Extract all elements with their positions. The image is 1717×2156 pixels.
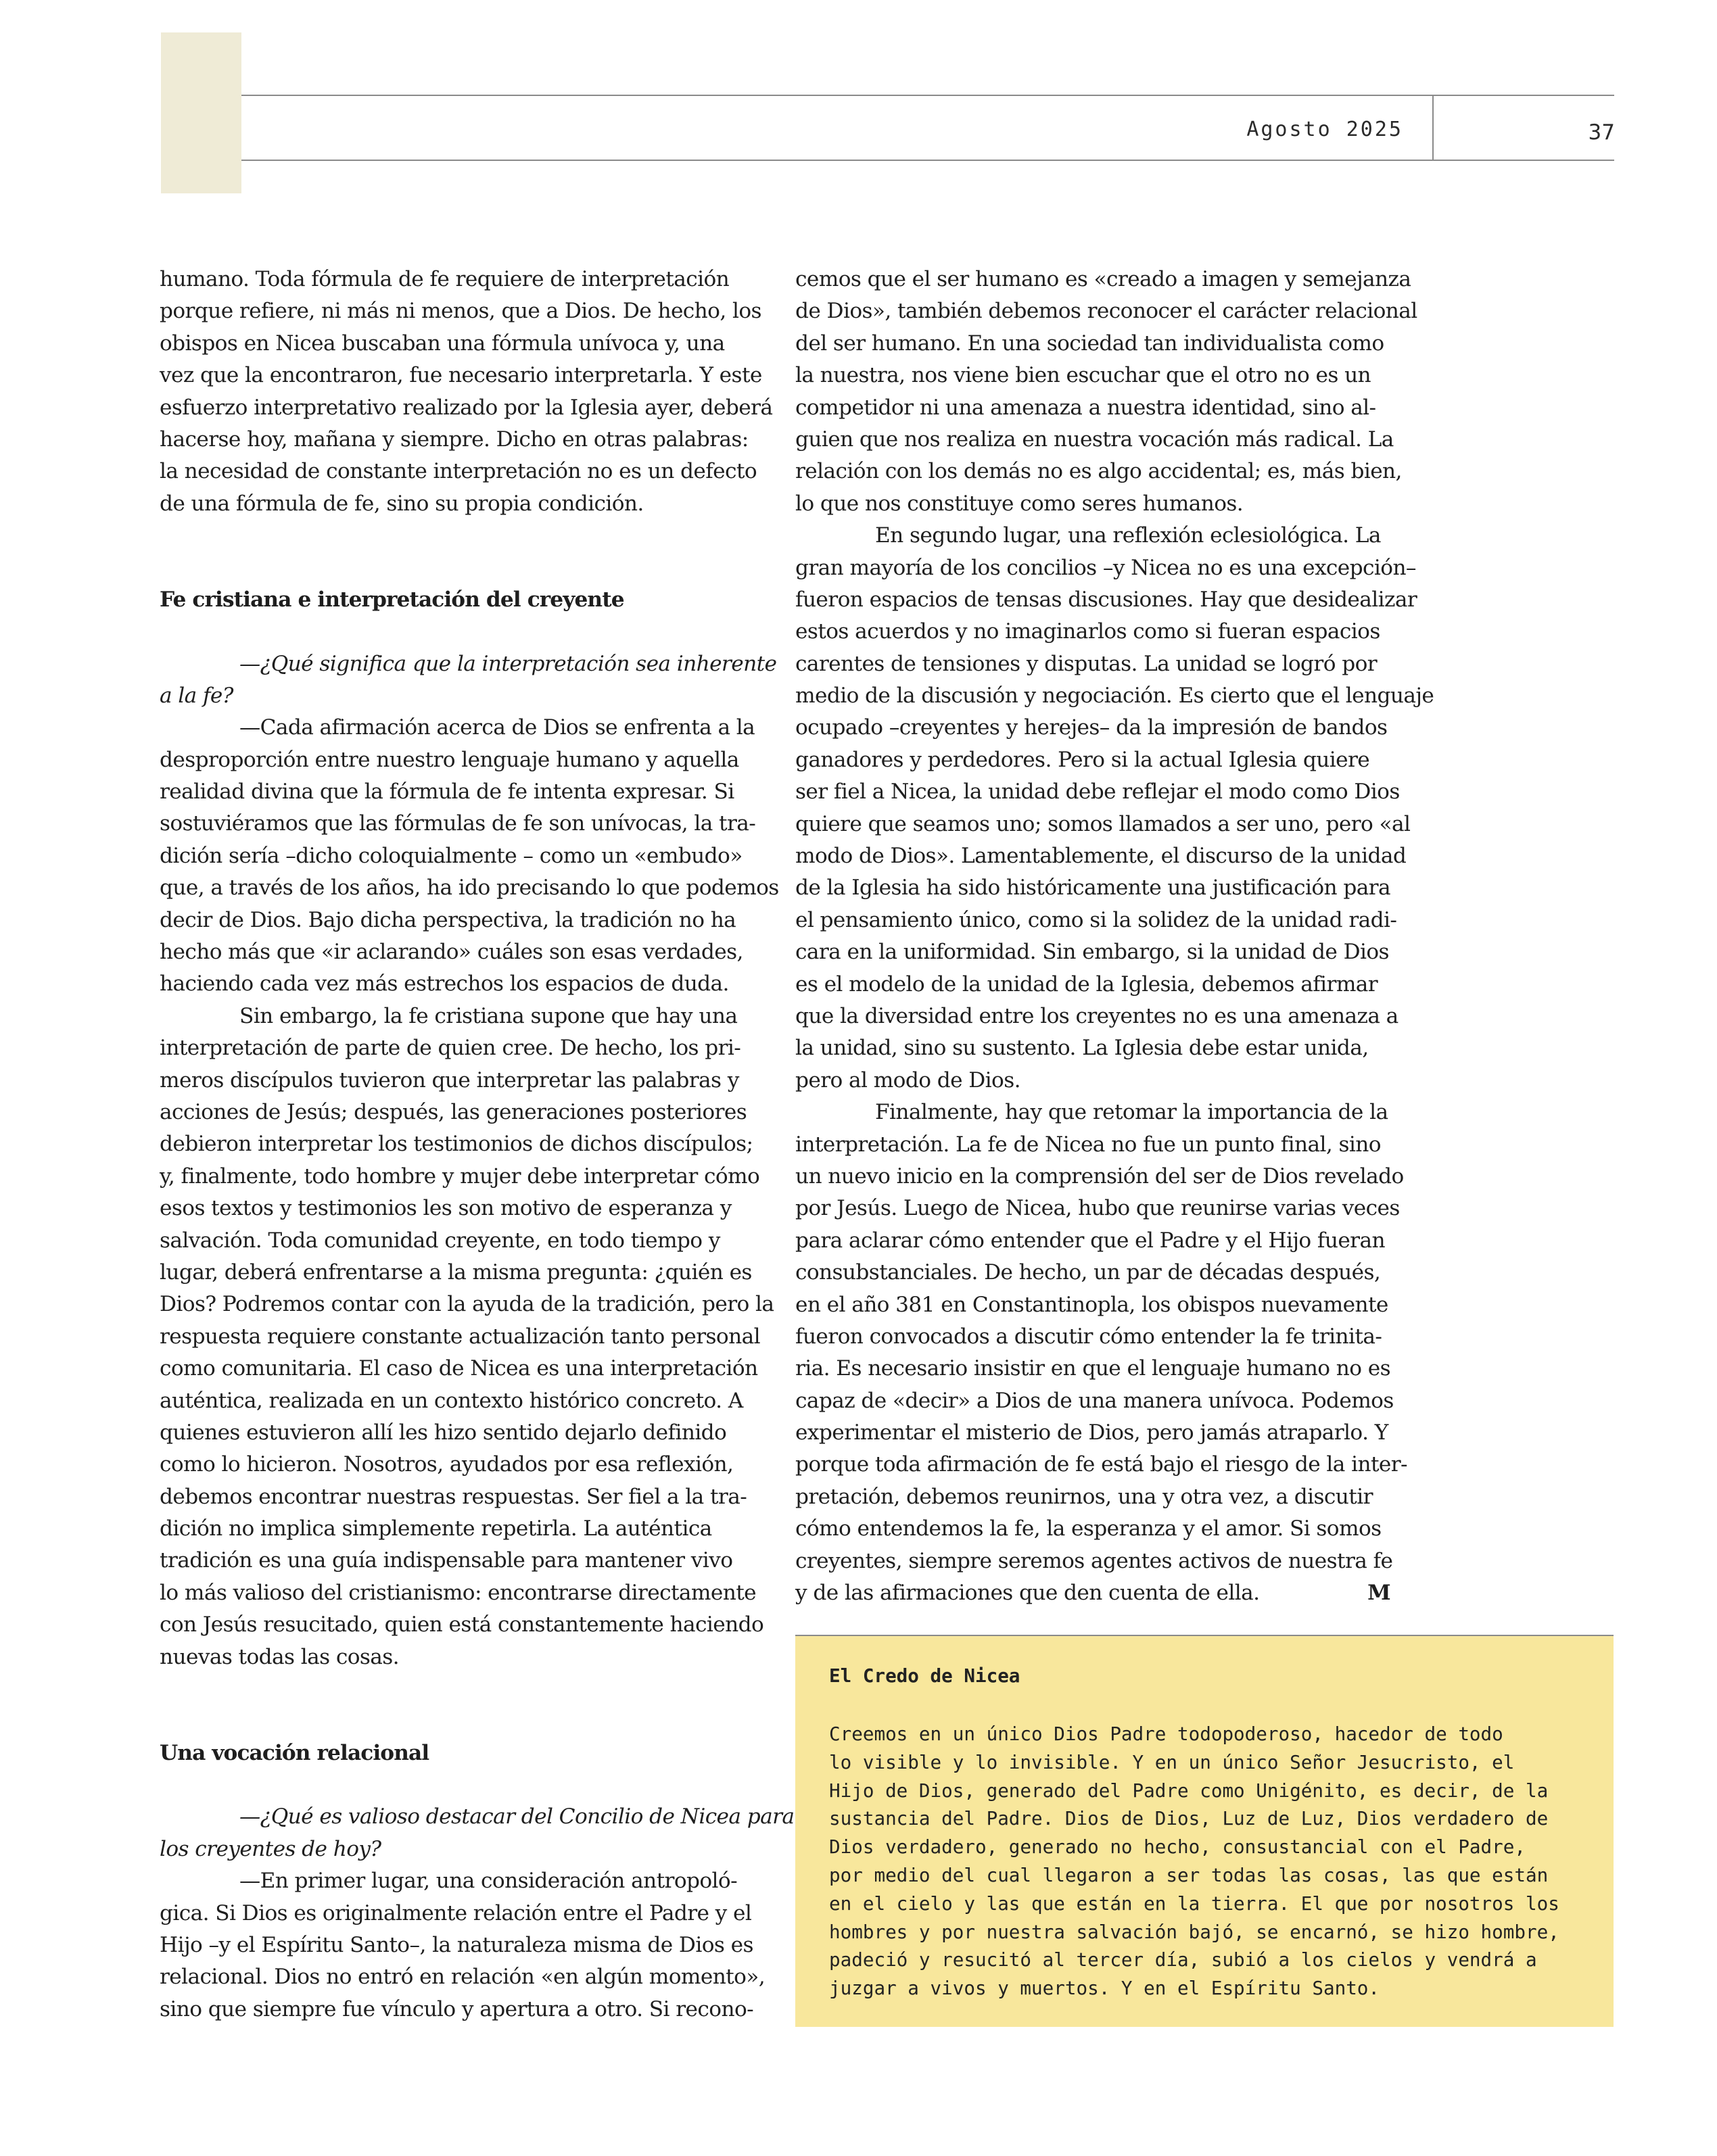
intro-paragraph [160, 264, 773, 520]
text-line: gica. Si Dios es originalmente relación entre el Padre y el [160, 1900, 752, 1925]
text-line: fueron convocados a discutir cómo entender la fe trinita- [795, 1324, 1382, 1349]
text-line: ria. Es necesario insistir en que el lenguaje humano no es [795, 1356, 1390, 1381]
text-line: para aclarar cómo entender que el Padre y el Hijo fueran [795, 1228, 1385, 1253]
text-line: —¿Qué significa que la interpretación sea inherente [239, 651, 777, 676]
text-line: pretación, debemos reunirnos, una y otra vez, a discutir [795, 1484, 1373, 1509]
text-line: en el año 381 en Constantinopla, los obispos nuevamente [795, 1292, 1388, 1317]
header-divider [1432, 95, 1434, 160]
text-line: —¿Qué es valioso destacar del Concilio de Nicea para [239, 1804, 795, 1829]
article-end-mark: M [1367, 1581, 1390, 1606]
text-line: interpretación de parte de quien cree. De hecho, los pri- [160, 1036, 741, 1061]
text-line: gran mayoría de los concilios –y Nicea no es una excepción– [795, 555, 1416, 580]
text-line: de una fórmula de fe, sino su propia condición. [160, 491, 644, 516]
text-line: acciones de Jesús; después, las generaciones posteriores [160, 1099, 747, 1124]
text-line: debemos encontrar nuestras respuestas. Ser fiel a la tra- [160, 1484, 747, 1509]
text-line: Dios? Podremos contar con la ayuda de la tradición, pero la [160, 1292, 774, 1317]
text-line: desproporción entre nuestro lenguaje humano y aquella [160, 747, 739, 772]
text-line: Finalmente, hay que retomar la importancia de la [875, 1100, 1388, 1125]
text-line: por Jesús. Luego de Nicea, hubo que reunirse varias veces [795, 1196, 1400, 1221]
text-line: vez que la encontraron, fue necesario interpretarla. Y este [160, 363, 762, 388]
text-line: como comunitaria. El caso de Nicea es una interpretación [160, 1356, 758, 1381]
text-line: —En primer lugar, una consideración antropoló- [239, 1869, 738, 1894]
text-line: relacional. Dios no entró en relación «en algún momento», [160, 1965, 766, 1990]
body-paragraph-tradition [160, 1001, 774, 1673]
text-line: Sin embargo, la fe cristiana supone que hay una [239, 1003, 738, 1028]
text-line: pero al modo de Dios. [795, 1068, 1020, 1093]
text-line: Dios verdadero, generado no hecho, consustancial con el Padre, [829, 1836, 1526, 1859]
body-paragraph-interpretation [795, 1097, 1407, 1609]
text-line: nuevas todas las cosas. [160, 1644, 399, 1669]
page-number: 37 [1588, 120, 1615, 145]
text-line: realidad divina que la fórmula de fe intenta expresar. Si [160, 780, 734, 805]
text-line: tradición es una guía indispensable para mantener vivo [160, 1548, 733, 1573]
text-line: y, finalmente, todo hombre y mujer debe interpretar cómo [160, 1164, 760, 1189]
text-line: del ser humano. En una sociedad tan individualista como [795, 331, 1384, 356]
text-line: lo más valioso del cristianismo: encontrarse directamente [160, 1580, 756, 1605]
text-line: creyentes, siempre seremos agentes activos de nuestra fe [795, 1548, 1393, 1573]
text-line: con Jesús resucitado, quien está constantemente haciendo [160, 1612, 764, 1637]
text-line: debieron interpretar los testimonios de dichos discípulos; [160, 1132, 753, 1157]
text-line: modo de Dios». Lamentablemente, el discurso de la unidad [795, 844, 1407, 869]
text-line: Hijo –y el Espíritu Santo–, la naturaleza misma de Dios es [160, 1932, 753, 1957]
text-line: de la Iglesia ha sido históricamente una justificación para [795, 876, 1390, 901]
text-line: lugar, deberá enfrentarse a la misma pregunta: ¿quién es [160, 1260, 752, 1285]
text-line: porque refiere, ni más ni menos, que a Dios. De hecho, los [160, 299, 761, 324]
text-line: medio de la discusión y negociación. Es cierto que el lenguaje [795, 684, 1434, 709]
text-line: cómo entendemos la fe, la esperanza y el amor. Si somos [795, 1516, 1382, 1541]
body-paragraph-ecclesiological [795, 520, 1434, 1097]
body-paragraph-anthropological [795, 264, 1417, 520]
text-line: salvación. Toda comunidad creyente, en todo tiempo y [160, 1228, 720, 1253]
text-line: Hijo de Dios, generado del Padre como Unigénito, es decir, de la [829, 1779, 1549, 1802]
section-heading-interpretation: Fe cristiana e interpretación del creyente [160, 588, 624, 613]
creed-text [829, 1720, 1586, 2003]
text-line: competidor ni una amenaza a nuestra identidad, sino al- [795, 395, 1376, 420]
text-line: cara en la uniformidad. Sin embargo, si la unidad de Dios [795, 940, 1389, 965]
text-line: quienes estuvieron allí les hizo sentido dejarlo definido [160, 1420, 727, 1445]
text-line: estos acuerdos y no imaginarlos como si fueran espacios [795, 619, 1380, 644]
text-line: juzgar a vivos y muertos. Y en el Espíritu Santo. [829, 1977, 1380, 2000]
text-line: que la diversidad entre los creyentes no es una amenaza a [795, 1003, 1398, 1028]
text-line: es el modelo de la unidad de la Iglesia, debemos afirmar [795, 972, 1378, 997]
text-line: capaz de «decir» a Dios de una manera unívoca. Podemos [795, 1388, 1394, 1413]
text-line: hecho más que «ir aclarando» cuáles son esas verdades, [160, 940, 743, 965]
text-line: ocupado –creyentes y herejes– da la impresión de bandos [795, 715, 1388, 740]
text-line: a la fe? [160, 683, 233, 708]
text-line: por medio del cual llegaron a ser todas las cosas, las que están [829, 1863, 1549, 1886]
interview-question-1 [160, 648, 777, 713]
text-line: como lo hicieron. Nosotros, ayudados por esa reflexión, [160, 1452, 734, 1477]
text-line: dición sería –dicho coloquialmente – como un «embudo» [160, 843, 743, 868]
text-line: cemos que el ser humano es «creado a imagen y semejanza [795, 267, 1411, 291]
text-line: haciendo cada vez más estrechos los espacios de duda. [160, 972, 729, 997]
text-line: los creyentes de hoy? [160, 1836, 381, 1861]
text-line: carentes de tensiones y disputas. La unidad se logró por [795, 651, 1378, 676]
interview-question-2 [160, 1801, 795, 1865]
right-column [795, 264, 1434, 1609]
text-line: padeció y resucitó al tercer día, subió a los cielos y vendrá a [829, 1948, 1537, 1971]
interview-answer-1 [160, 712, 779, 1001]
text-line: interpretación. La fe de Nicea no fue un punto final, sino [795, 1132, 1381, 1157]
text-line: esos textos y testimonios les son motivo de esperanza y [160, 1196, 732, 1221]
interview-answer-2 [160, 1865, 768, 2026]
text-line: el pensamiento único, como si la solidez de la unidad radi- [795, 907, 1397, 932]
header-top-rule [241, 95, 1614, 96]
header-bottom-rule [241, 160, 1614, 161]
text-line: lo que nos constituye como seres humanos. [795, 491, 1244, 516]
text-line: sostuviéramos que las fórmulas de fe son unívocas, la tra- [160, 811, 756, 836]
text-line: En segundo lugar, una reflexión eclesiológica. La [875, 523, 1381, 548]
text-line: experimentar el misterio de Dios, pero jamás atraparlo. Y [795, 1420, 1388, 1445]
text-line: y de las afirmaciones que den cuenta de ella. M [795, 1577, 1404, 1609]
text-line: porque toda afirmación de fe está bajo el riesgo de la inter- [795, 1452, 1407, 1477]
text-line: dición no implica simplemente repetirla. La auténtica [160, 1516, 712, 1541]
text-line: lo visible y lo invisible. Y en un único Señor Jesucristo, el [829, 1750, 1515, 1773]
text-line: meros discípulos tuvieron que interpretar las palabras y [160, 1068, 739, 1093]
text-line: Creemos en un único Dios Padre todopoderoso, hacedor de todo [829, 1723, 1503, 1745]
creed-title: El Credo de Nicea [829, 1664, 1020, 1687]
text-line: relación con los demás no es algo accidental; es, más bien, [795, 459, 1402, 484]
text-line: auténtica, realizada en un contexto histórico concreto. A [160, 1388, 743, 1413]
text-line: en el cielo y las que están en la tierra. El que por nosotros los [829, 1892, 1559, 1915]
section-heading-vocation: Una vocación relacional [160, 1741, 429, 1766]
text-line: sustancia del Padre. Dios de Dios, Luz de Luz, Dios verdadero de [829, 1807, 1549, 1830]
text-line: quiere que seamos uno; somos llamados a ser uno, pero «al [795, 811, 1411, 836]
text-line: humano. Toda fórmula de fe requiere de interpretación [160, 267, 730, 291]
text-line: ser fiel a Nicea, la unidad debe reflejar el modo como Dios [795, 780, 1400, 805]
text-line: obispos en Nicea buscaban una fórmula unívoca y, una [160, 331, 725, 356]
creed-sidebar-box [795, 1635, 1614, 2027]
text-line: consubstanciales. De hecho, un par de décadas después, [795, 1260, 1381, 1285]
text-line: la necesidad de constante interpretación no es un defecto [160, 459, 757, 484]
text-line: decir de Dios. Bajo dicha perspectiva, la tradición no ha [160, 907, 736, 932]
text-line: hombres y por nuestra salvación bajó, se encarnó, se hizo hombre, [829, 1920, 1559, 1943]
text-line: hacerse hoy, mañana y siempre. Dicho en otras palabras: [160, 427, 749, 452]
text-line: esfuerzo interpretativo realizado por la Iglesia ayer, deberá [160, 395, 773, 420]
page-tab-block [161, 32, 241, 193]
text-line: la nuestra, nos viene bien escuchar que el otro no es un [795, 363, 1371, 388]
text-line: ganadores y perdedores. Pero si la actual Iglesia quiere [795, 747, 1370, 772]
text-line: respuesta requiere constante actualización tanto personal [160, 1324, 760, 1349]
text-line: guien que nos realiza en nuestra vocación más radical. La [795, 427, 1394, 452]
text-line: que, a través de los años, ha ido precisando lo que podemos [160, 876, 779, 901]
left-column [160, 264, 795, 2026]
text-line: la unidad, sino su sustento. La Iglesia debe estar unida, [795, 1036, 1369, 1061]
text-line: fueron espacios de tensas discusiones. Hay que desidealizar [795, 587, 1417, 612]
text-line: un nuevo inicio en la comprensión del ser de Dios revelado [795, 1164, 1404, 1189]
text-line: sino que siempre fue vínculo y apertura a otro. Si recono- [160, 1996, 754, 2021]
issue-date: Agosto 2025 [1246, 118, 1403, 141]
text-line: de Dios», también debemos reconocer el carácter relacional [795, 299, 1417, 324]
text-line: —Cada afirmación acerca de Dios se enfrenta a la [239, 715, 755, 740]
